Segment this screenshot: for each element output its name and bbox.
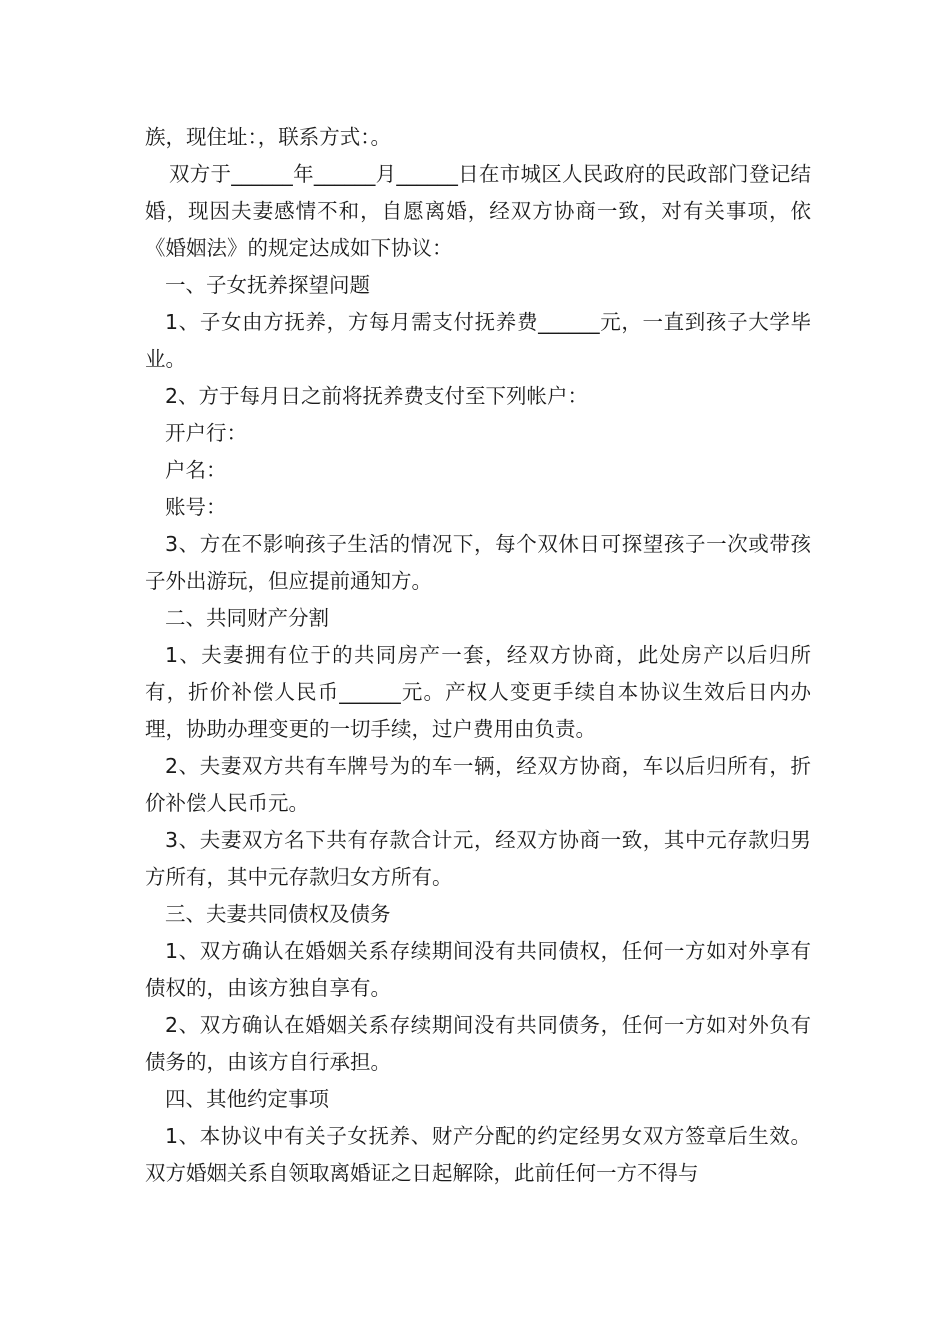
section-heading-other-terms: 四、其他约定事项: [165, 1087, 329, 1111]
paragraph-visitation: 3、方在不影响孩子生活的情况下，每个双休日可探望孩子一次或带孩子外出游玩，但应提前通知方。: [145, 532, 811, 593]
paragraph-child-support: 1、子女由方抚养，方每月需支付抚养费______元，一直到孩子大学毕业。: [145, 310, 811, 371]
paragraph-address-contact: 族，现住址：，联系方式：。: [145, 125, 391, 149]
paragraph-savings: 3、夫妻双方名下共有存款合计元，经双方协商一致，其中元存款归男方所有，其中元存款归女方所有。: [145, 828, 811, 889]
document-page: [145, 119, 811, 1192]
paragraph-creditor-rights: 1、双方确认在婚姻关系存续期间没有共同债权，任何一方如对外享有债权的，由该方独自享有。: [145, 939, 811, 1000]
section-heading-child-custody: 一、子女抚养探望问题: [165, 273, 370, 297]
paragraph-house-property: 1、夫妻拥有位于的共同房产一套，经双方协商，此处房产以后归所有，折价补偿人民币______元。产权人变更手续自本协议生效后日内办理，协助办理变更的一切手续，过户费用由负责。: [145, 643, 811, 741]
paragraph-effective-terms: 1、本协议中有关子女抚养、财产分配的约定经男女双方签章后生效。双方婚姻关系自领取离婚证之日起解除，此前任何一方不得与: [145, 1124, 811, 1185]
section-heading-property-division: 二、共同财产分割: [165, 606, 329, 630]
paragraph-marriage-registration: 双方于______年______月______日在市城区人民政府的民政部门登记结婚，现因夫妻感情不和，自愿离婚，经双方协商一致，对有关事项，依《婚姻法》的规定达成如下协议：: [145, 162, 811, 260]
paragraph-debts: 2、双方确认在婚姻关系存续期间没有共同债务，任何一方如对外负有债务的，由该方自行承担。: [145, 1013, 811, 1074]
paragraph-payment-account: 2、方于每月日之前将抚养费支付至下列帐户：: [165, 384, 589, 408]
field-bank-name: 开户行：: [165, 421, 247, 445]
section-heading-debts: 三、夫妻共同债权及债务: [165, 902, 391, 926]
paragraph-vehicle: 2、夫妻双方共有车牌号为的车一辆，经双方协商，车以后归所有，折价补偿人民币元。: [145, 754, 811, 815]
field-account-number: 账号：: [165, 495, 227, 519]
field-account-holder: 户名：: [165, 458, 227, 482]
